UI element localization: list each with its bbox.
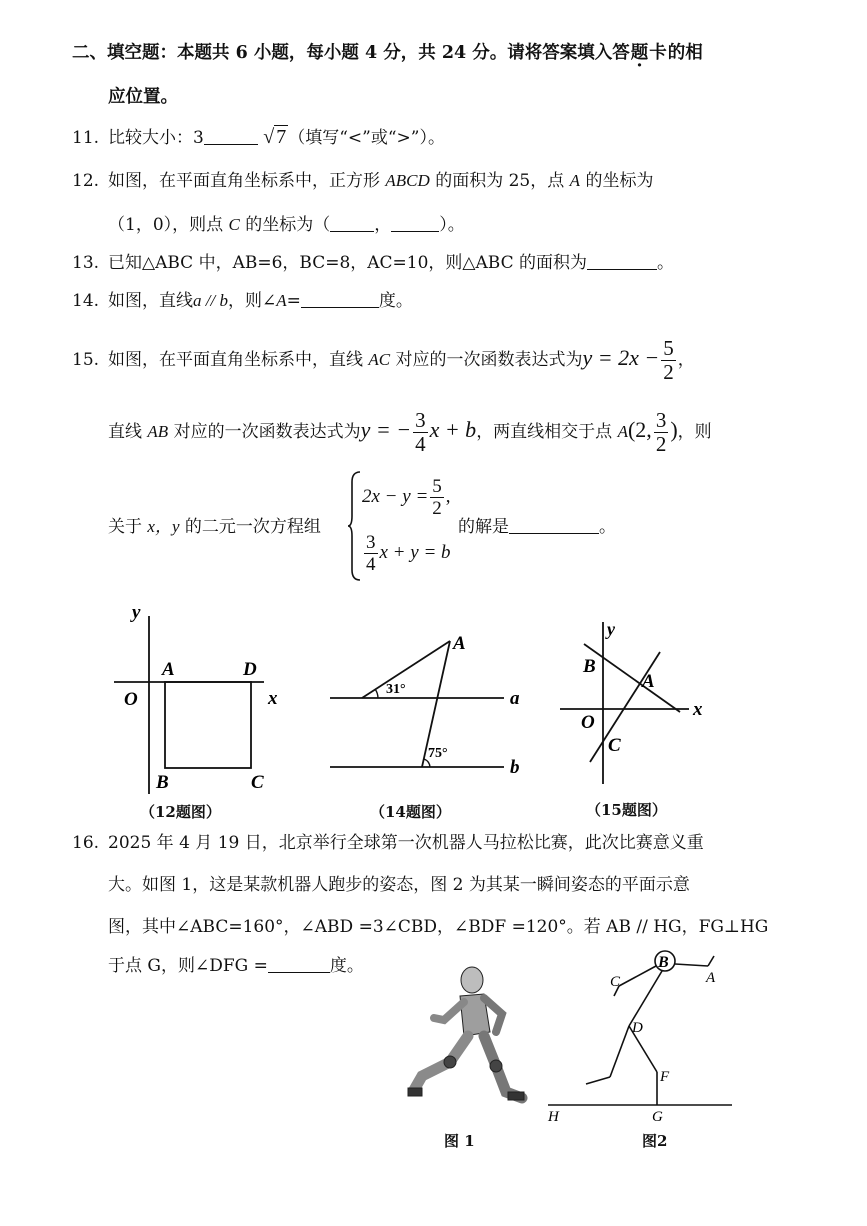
q13-end: 。	[657, 253, 675, 273]
q11-text-b: （填写“<”或“>”）。	[288, 128, 445, 148]
q14-number: 14.	[72, 291, 100, 311]
fig12-label-c: C	[251, 772, 264, 793]
q12-line2-b: 的坐标为（	[245, 215, 331, 235]
fig14-label-line-b: b	[510, 757, 520, 778]
section-title-part1: 二、填空题：本题共 6 小题，每小题 4 分，共 24 分。请将答案填入	[72, 43, 613, 63]
q15-line3-a: 关于	[108, 517, 142, 537]
fig12-label-d: D	[243, 659, 257, 680]
q13-answer-blank[interactable]	[587, 253, 657, 270]
section-title-line2: 应位置。	[108, 87, 178, 107]
q15-eq-ab-b: x + b	[429, 417, 477, 442]
fig15-label-o: O	[581, 712, 595, 733]
q12-line2-c: ）。	[439, 215, 465, 235]
q12-point-c: C	[228, 215, 240, 234]
q12-square-name: ABCD	[385, 171, 430, 190]
q15-eq-ab-a: y = −	[360, 417, 412, 442]
fig2-segment-d-leg	[610, 1026, 629, 1077]
q14-text-d: 度。	[378, 291, 413, 311]
q15-line2-b: 对应的一次函数表达式为	[173, 422, 361, 442]
q15-sys1-den: 2	[432, 498, 442, 519]
fig15-label-x: x	[693, 699, 703, 720]
fig2-label-f: F	[660, 1069, 670, 1085]
figure-12	[110, 598, 290, 798]
fig12-label-y: y	[132, 602, 141, 623]
q15-frac-ac-den: 2	[663, 360, 674, 384]
q12-number: 12.	[72, 171, 100, 191]
fig2-segment-leg-foot	[586, 1077, 610, 1084]
q15-sys2-num: 3	[366, 532, 376, 553]
q15-coord-a: (2,	[627, 417, 652, 442]
fig14-label-a-point: A	[453, 633, 466, 654]
fig15-line-ab	[584, 644, 680, 712]
fig2-label-c: C	[610, 974, 621, 990]
fig14-angle-31: 31°	[386, 682, 406, 697]
q15-line2-end: ，则	[677, 422, 712, 442]
fig2-segment-a-tip	[708, 956, 714, 966]
q15-coord-b: )	[670, 417, 678, 442]
figure-2-schematic	[540, 944, 740, 1126]
q15-sys2-den: 4	[366, 554, 376, 575]
fig12-square	[165, 682, 251, 768]
q12-answer-blank-y[interactable]	[391, 215, 439, 232]
q15-coord-frac	[654, 409, 669, 456]
q15-line3-end: 。	[599, 517, 616, 537]
q15-coord-frac-num: 3	[655, 408, 667, 432]
question-16-line1	[72, 832, 704, 854]
q14-text-b: ，则∠	[227, 291, 277, 311]
fig12-label-x: x	[268, 688, 278, 709]
q16-number: 16.	[72, 833, 100, 853]
q12-answer-blank-x[interactable]	[330, 215, 374, 232]
q12-line1-c: 的坐标为	[585, 171, 654, 191]
fig15-label-c: C	[608, 735, 621, 756]
q15-system-brace	[348, 470, 362, 582]
fig2-segment-ba	[675, 964, 708, 966]
q11-number: 11.	[72, 128, 100, 148]
q15-line2-a: 直线	[108, 422, 142, 442]
section-title-dotted: 答题卡	[612, 43, 668, 63]
q15-frac-ab-den: 4	[415, 432, 426, 456]
q12-line1-b: 的面积为 25，点	[435, 171, 565, 191]
q15-sys2-frac	[364, 532, 378, 575]
q13-number: 13.	[72, 253, 100, 273]
q16-answer-blank[interactable]	[268, 956, 330, 973]
fig12-label-o: O	[124, 689, 138, 710]
question-15-line3	[108, 516, 321, 538]
fig15-label-y: y	[607, 619, 615, 639]
q15-line1-b: 对应的一次函数表达式为	[395, 350, 583, 370]
q15-system-eq1	[362, 476, 451, 519]
q15-sys1-num: 5	[432, 476, 442, 497]
fig14-caption: （14题图）	[370, 803, 451, 821]
q15-coord-frac-den: 2	[655, 432, 667, 456]
fig2-label-d: D	[632, 1020, 643, 1036]
q11-answer-blank[interactable]	[204, 128, 258, 145]
q15-line1-a: 如图，在平面直角坐标系中，直线	[108, 350, 363, 370]
fig14-angle-arc-31	[375, 689, 378, 698]
q12-line2-a: （1，0），则点	[108, 215, 224, 235]
q14-text-c: =	[286, 291, 301, 311]
q15-frac-ab	[413, 409, 428, 456]
q15-line1-end: ，	[677, 350, 695, 370]
question-15-line1	[72, 332, 695, 384]
question-16-line2: 大。如图 1，这是某款机器人跑步的姿态，图 2 为其某一瞬间姿态的平面示意	[108, 875, 690, 895]
q15-eq-ac: y = 2x −	[582, 345, 660, 370]
fig1-caption: 图 1	[444, 1132, 475, 1150]
q15-frac-ac	[661, 337, 676, 384]
question-15-line2	[108, 404, 712, 456]
fig12-caption: （12题图）	[140, 803, 221, 821]
fig15-label-b: B	[583, 656, 596, 677]
fig14-angle-75: 75°	[428, 746, 448, 761]
q15-line-ac: AC	[368, 350, 391, 369]
figure-15	[556, 616, 716, 788]
fig2-caption: 图2	[642, 1132, 668, 1150]
q15-sys1-end: ,	[445, 485, 451, 507]
fig14-label-line-a: a	[510, 688, 520, 709]
q15-system-eq2	[362, 532, 451, 575]
q15-point-a: A	[617, 422, 628, 441]
fig12-label-b: B	[156, 772, 169, 793]
q12-comma: ，	[374, 215, 392, 235]
q15-sys1-frac	[430, 476, 444, 519]
fig2-label-g: G	[652, 1109, 663, 1125]
question-14	[72, 290, 413, 312]
q15-line3-b: 的二元一次方程组	[184, 517, 321, 537]
fig15-label-a: A	[642, 671, 655, 692]
q15-line3-c: 的解是	[458, 517, 509, 537]
q11-text-a: 比较大小：3	[108, 128, 204, 148]
q12-point-a: A	[569, 171, 581, 190]
figure-14	[326, 626, 526, 782]
question-11	[72, 126, 445, 149]
fig2-label-h: H	[548, 1109, 559, 1125]
question-12-line2	[108, 214, 465, 236]
q16-line4-a: 于点 G，则∠DFG =	[108, 956, 268, 976]
q11-radicand: 7	[276, 126, 287, 148]
fig2-label-b: B	[658, 954, 669, 971]
robot-runner-image	[404, 962, 528, 1114]
q12-line1-a: 如图，在平面直角坐标系中，正方形	[108, 171, 380, 191]
section-title	[72, 42, 703, 64]
section-title-part2: 的相	[667, 43, 703, 63]
fig12-label-a: A	[162, 659, 175, 680]
fig2-segment-bd	[629, 971, 662, 1026]
q16-line1: 2025 年 4 月 19 日，北京举行全球第一次机器人马拉松比赛，此次比赛意义重	[108, 833, 704, 853]
fig15-line-ac	[590, 652, 660, 762]
q11-sqrt: √ 7	[263, 126, 287, 148]
q14-text-a: 如图，直线	[108, 291, 193, 311]
question-16-line3: 图，其中∠ABC=160°，∠ABD =3∠CBD，∠BDF =120°。若 AB // HG，FG⊥HG	[108, 917, 769, 937]
q15-answer-blank[interactable]	[509, 517, 599, 534]
q14-lines: a // b	[193, 291, 228, 310]
q15-sys1-a: 2x − y =	[362, 485, 429, 507]
fig2-segment-bc	[619, 966, 656, 986]
q15-xy: x，y	[147, 517, 180, 536]
q13-text: 已知△ABC 中，AB=6，BC=8，AC=10，则△ABC 的面积为	[108, 253, 588, 273]
question-16-line4	[108, 955, 364, 977]
q15-number: 15.	[72, 350, 100, 370]
q14-answer-blank[interactable]	[301, 291, 379, 308]
q14-angle: A	[276, 291, 287, 310]
question-15-answer	[458, 516, 616, 538]
q15-sys2-b: x + y = b	[379, 541, 451, 563]
q15-line-ab: AB	[147, 422, 169, 441]
q15-line2-c: ，两直线相交于点	[476, 422, 613, 442]
q15-frac-ab-num: 3	[415, 408, 426, 432]
q15-frac-ac-num: 5	[663, 336, 674, 360]
q16-line4-b: 度。	[329, 956, 364, 976]
question-12-line1	[72, 170, 653, 192]
fig15-caption: （15题图）	[586, 801, 667, 819]
fig2-label-a: A	[706, 970, 716, 986]
question-13	[72, 252, 674, 274]
